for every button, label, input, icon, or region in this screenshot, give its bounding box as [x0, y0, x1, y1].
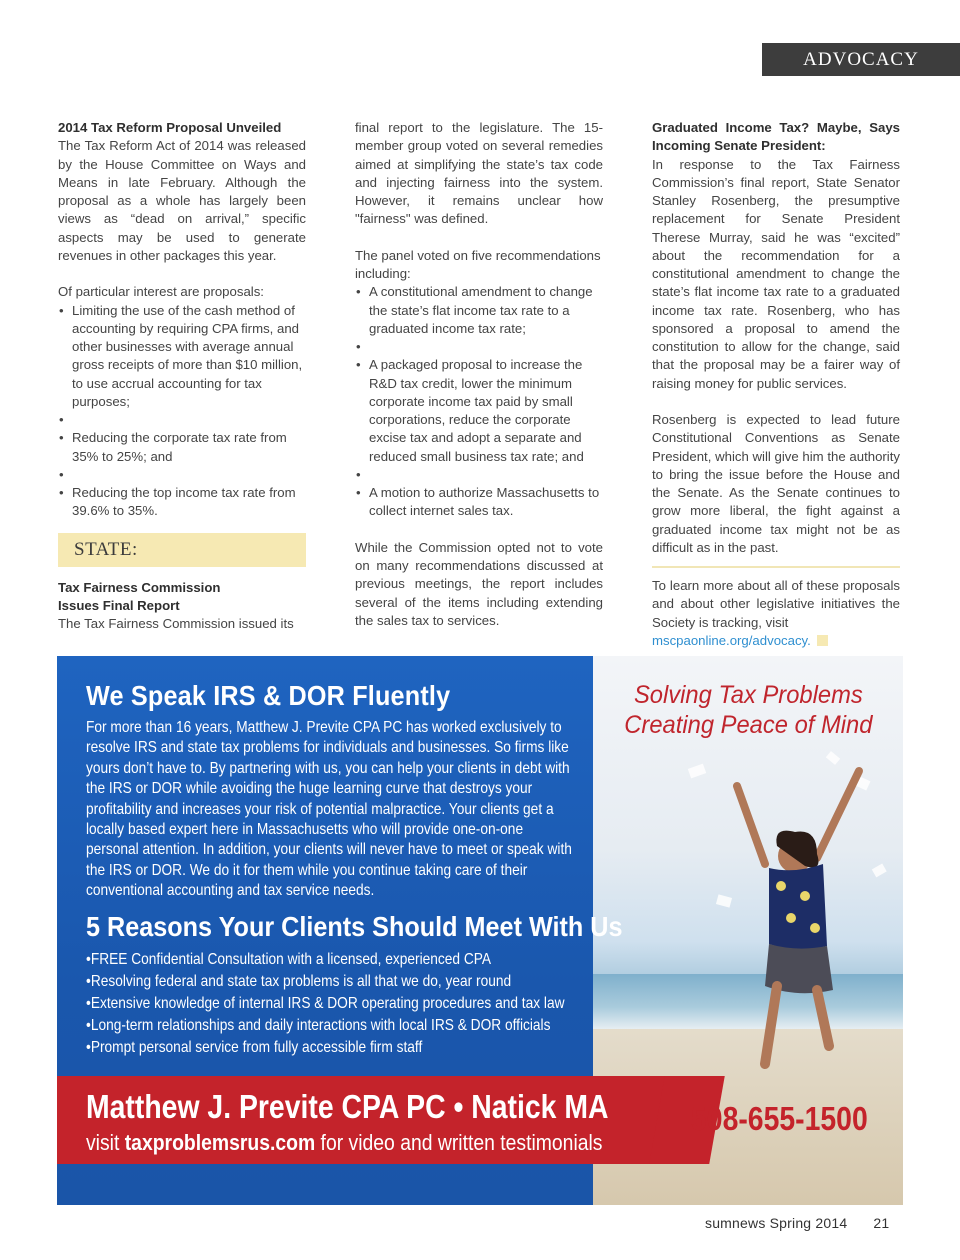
ad-tagline: Solving Tax Problems Creating Peace of Mind [624, 681, 873, 739]
article-paragraph: While the Commission opted not to vote on many recommendations discussed at previous meetings, the report includes several of the items including extending the sales tax to services. [355, 539, 603, 628]
list-item: • A constitutional amendment to change the state’s flat income tax rate to a graduated income tax rate; [355, 283, 603, 338]
proposal-list [58, 302, 306, 521]
list-item: • A packaged proposal to increase the R&D tax credit, lower the minimum corporate income tax paid by small corporations, reduce the corporate excise tax and adopt a separate and reduced small business tax rate; and [355, 356, 603, 466]
list-intro: The panel voted on five recommendations including: [355, 247, 601, 281]
section-tab: ADVOCACY [762, 43, 960, 76]
article-paragraph: final report to the legislature. The 15-member group voted on several remedies aimed at simplifying the state’s tax code and injecting fairness into the system. However, it remains unclear how "fairness" was defined. [355, 120, 603, 227]
article-paragraph: To learn more about all of these proposals and about other legislative initiatives the Society is tracking, visit [652, 578, 900, 630]
website-link[interactable]: taxproblemsrus.com [124, 1130, 316, 1155]
divider [652, 566, 900, 568]
state-section-label: STATE: [58, 533, 306, 567]
recommendation-list [355, 283, 603, 520]
column-3 [652, 119, 900, 650]
page-footer [705, 1215, 889, 1231]
end-mark [817, 635, 828, 646]
firm-name: Matthew J. Previte CPA PC • Natick MA [86, 1088, 609, 1125]
list-intro: Of particular interest are proposals: [58, 284, 264, 300]
list-item: • Prompt personal service from fully accessible firm staff [86, 1037, 596, 1059]
article-paragraph: The Tax Fairness Commission issued its [58, 616, 294, 631]
page-number: 21 [873, 1215, 890, 1231]
article-heading: 2014 Tax Reform Proposal Unveiled [58, 120, 282, 135]
list-item: • Long-term relationships and daily interactions with local IRS & DOR officials [86, 1015, 596, 1037]
list-item: • Reducing the top income tax rate from 39.6% to 35%. [58, 484, 306, 521]
list-item: • Resolving federal and state tax problems is all that we do, year round [86, 971, 596, 993]
article-paragraph: Rosenberg is expected to lead future Constitutional Conventions as Senate President, which will give him the authority to bring the issue before the House and the Senate. As the Senate continues to grow more liberal, the fight against a graduated income tax might not be as difficult as in the past. [652, 412, 900, 555]
article-heading: Tax Fairness Commission Issues Final Report [58, 579, 221, 613]
list-item: • Extensive knowledge of internal IRS & DOR operating procedures and tax law [86, 993, 596, 1015]
ad-headline: We Speak IRS & DOR Fluently [86, 680, 451, 711]
list-item: • FREE Confidential Consultation with a licensed, experienced CPA [86, 949, 596, 971]
advertisement [57, 656, 903, 1205]
column-1 [58, 119, 306, 633]
article-paragraph: In response to the Tax Fairness Commission’s final report, State Senator Stanley Rosenberg, the presumptive replacement for Senate President Therese Murray, said he was “excited” about the recommendation for a constitutional amendment to change the state’s flat income tax rate to a graduated income tax rate. Rosenberg, who has sponsored a proposal to amend the constitution to allow for the change, said that the proposal may be a fairer way of raising money for public services. [652, 156, 900, 391]
issue-date: Spring 2014 [769, 1215, 848, 1231]
publication-name: sumnews [705, 1215, 766, 1231]
reasons-list [86, 949, 596, 1059]
advocacy-link[interactable]: mscpaonline.org/advocacy. [652, 632, 811, 648]
article-heading: Graduated Income Tax? Maybe, Says Incoming Senate President: [652, 120, 900, 154]
ad-body-text: For more than 16 years, Matthew J. Previte CPA PC has worked exclusively to resolve IRS and state tax problems for individuals and businesses. So firms like yours don’t have to. By partnering with us, you can help your clients in debt with the IRS or DOR while avoiding the huge learning curve that destroys your profitability and increases your risk of potential malpractice. Your clients get a locally based expert here in Massachusetts who will provide one-on-one personal attention. In addition, your clients will never have to meet or speak with the IRS or DOR. We do it for them while you continue taking care of their conventional accounting and tax service needs. [86, 719, 572, 900]
ad-subheadline: 5 Reasons Your Clients Should Meet With Us [86, 911, 623, 942]
website-line: visit taxproblemsrus.com for video and written testimonials [86, 1130, 603, 1155]
article-paragraph: The Tax Reform Act of 2014 was released by the House Committee on Ways and Means in late February. Although the proposal as a whole has largely been views as “dead on arrival,” specific aspects may be used to generate revenues in other packages this year. [58, 138, 306, 263]
jumping-woman-illustration [677, 746, 897, 1076]
phone-number: 508-655-1500 [691, 1100, 868, 1137]
list-item: • Reducing the corporate tax rate from 35% to 25%; and [58, 429, 306, 466]
list-item: • Limiting the use of the cash method of accounting by requiring CPA firms, and other businesses with average annual gross receipts of more than $10 million, to use accrual accounting for tax purposes; [58, 302, 306, 412]
list-item: • A motion to authorize Massachusetts to collect internet sales tax. [355, 484, 603, 521]
column-2 [355, 119, 603, 630]
